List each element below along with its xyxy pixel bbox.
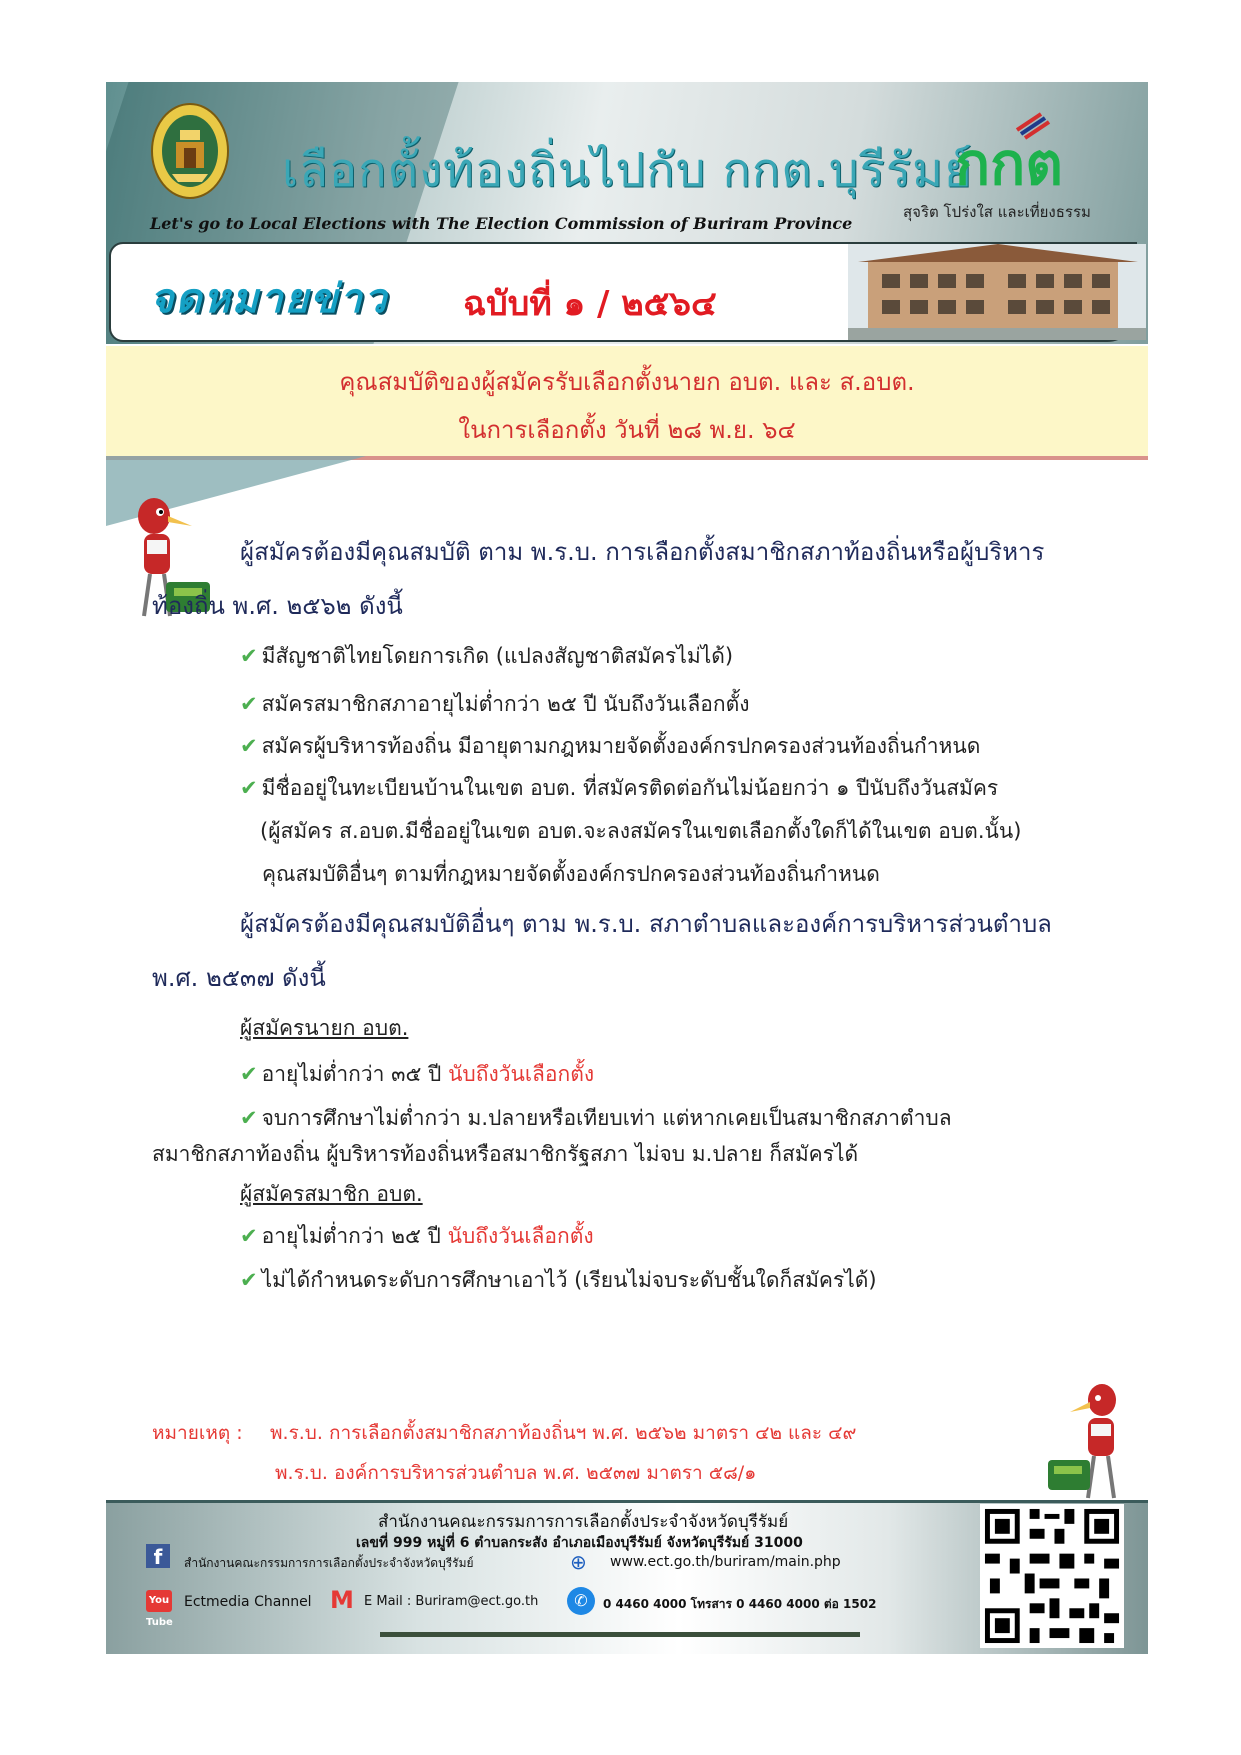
list-item: ✔ ไม่ได้กำหนดระดับการศึกษาเอาไว้ (เรียนไม่จบระดับชั้นใดก็สมัครได้) bbox=[240, 1268, 877, 1292]
footer-youtube[interactable]: Ectmedia Channel bbox=[184, 1594, 312, 1610]
ect-logo-icon bbox=[955, 112, 1085, 192]
list-item: ✔ สมัครผู้บริหารท้องถิ่น มีอายุตามกฎหมายจัดตั้งองค์กรปกครองส่วนท้องถิ่นกำหนด bbox=[240, 734, 981, 758]
check-mark-icon: ✔ bbox=[240, 1268, 258, 1292]
footer-underline bbox=[380, 1632, 860, 1637]
ect-motto: สุจริต โปร่งใส และเที่ยงธรรม bbox=[903, 203, 1091, 221]
ect-logo-text: กกต bbox=[955, 130, 1063, 192]
ect-buriram-seal-icon bbox=[150, 102, 230, 200]
ect-office-building bbox=[848, 244, 1146, 340]
phone-icon: ✆ bbox=[567, 1587, 595, 1615]
list-item: ✔ สมัครสมาชิกสภาอายุไม่ต่ำกว่า ๒๕ ปี นับถึงวันเลือกตั้ง bbox=[240, 692, 750, 716]
youtube-icon[interactable]: You Tube bbox=[146, 1590, 172, 1612]
intro-2-line-1: ผู้สมัครต้องมีคุณสมบัติอื่นๆ ตาม พ.ร.บ. สภาตำบลและองค์การบริหารส่วนตำบล bbox=[240, 910, 1052, 938]
list-item-cont: สมาชิกสภาท้องถิ่น ผู้บริหารท้องถิ่นหรือสมาชิกรัฐสภา ไม่จบ ม.ปลาย ก็สมัครได้ bbox=[152, 1142, 859, 1166]
member-heading: ผู้สมัครสมาชิก อบต. bbox=[240, 1182, 423, 1206]
list-item: ✔ อายุไม่ต่ำกว่า ๓๕ ปี นับถึงวันเลือกตั้ง bbox=[240, 1062, 595, 1086]
note-line-1: พ.ร.บ. การเลือกตั้งสมาชิกสภาท้องถิ่นฯ พ.ศ. ๒๕๖๒ มาตรา ๔๒ และ ๔๙ bbox=[270, 1422, 857, 1444]
check-mark-icon: ✔ bbox=[240, 1224, 258, 1248]
note-label: หมายเหตุ : bbox=[152, 1422, 243, 1444]
mail-icon: M bbox=[330, 1586, 354, 1614]
header-title-english: Let's go to Local Elections with The Election Commission of Buriram Province bbox=[150, 214, 853, 233]
check-mark-icon: ✔ bbox=[240, 644, 258, 668]
list-item-note: (ผู้สมัคร ส.อบต.มีชื่ออยู่ในเขต อบต.จะลงสมัครในเขตเลือกตั้งใดก็ได้ในเขต อบต.นั้น) bbox=[260, 819, 1022, 843]
bird-mascot-icon bbox=[1040, 1378, 1148, 1506]
check-mark-icon: ✔ bbox=[240, 1062, 258, 1086]
footer-email[interactable]: E Mail : Buriram@ect.go.th bbox=[364, 1594, 539, 1609]
check-mark-icon: ✔ bbox=[240, 734, 258, 758]
footer-website[interactable]: www.ect.go.th/buriram/main.php bbox=[610, 1554, 841, 1570]
list-item: ✔ มีชื่ออยู่ในทะเบียนบ้านในเขต อบต. ที่สมัครติดต่อกันไม่น้อยกว่า ๑ ปีนับถึงวันสมัคร bbox=[240, 776, 999, 800]
check-mark-icon: ✔ bbox=[240, 1106, 258, 1130]
check-mark-icon: ✔ bbox=[240, 776, 258, 800]
footer-address: เลขที่ 999 หมู่ที่ 6 ตำบลกระสัง อำเภอเมืองบุรีรัมย์ จังหวัดบุรีรัมย์ 31000 bbox=[356, 1535, 803, 1551]
intro-1-line-2: ท้องถิ่น พ.ศ. ๒๕๖๒ ดังนี้ bbox=[152, 592, 403, 620]
newsletter-label: จดหมายข่าว bbox=[150, 276, 389, 322]
list-item: ✔ อายุไม่ต่ำกว่า ๒๕ ปี นับถึงวันเลือกตั้ง bbox=[240, 1224, 594, 1248]
topic-line-2: ในการเลือกตั้ง วันที่ ๒๘ พ.ย. ๖๔ bbox=[458, 416, 796, 444]
footer-org: สำนักงานคณะกรรมการการเลือกตั้งประจำจังหวัดบุรีรัมย์ bbox=[378, 1512, 789, 1532]
facebook-icon[interactable]: f bbox=[146, 1544, 170, 1568]
header-title-thai: เลือกตั้งท้องถิ่นไปกับ กกต.บุรีรัมย์ bbox=[282, 143, 973, 198]
list-item-other: คุณสมบัติอื่นๆ ตามที่กฎหมายจัดตั้งองค์กรปกครองส่วนท้องถิ่นกำหนด bbox=[262, 862, 880, 886]
globe-icon: ⊕ bbox=[570, 1550, 587, 1574]
topic-line-1: คุณสมบัติของผู้สมัครรับเลือกตั้งนายก อบต. และ ส.อบต. bbox=[339, 368, 915, 396]
intro-1-line-1: ผู้สมัครต้องมีคุณสมบัติ ตาม พ.ร.บ. การเลือกตั้งสมาชิกสภาท้องถิ่นหรือผู้บริหาร bbox=[240, 538, 1045, 566]
list-item: ✔ จบการศึกษาไม่ต่ำกว่า ม.ปลายหรือเทียบเท่า แต่หากเคยเป็นสมาชิกสภาตำบล bbox=[240, 1106, 952, 1130]
list-item: ✔ มีสัญชาติไทยโดยการเกิด (แปลงสัญชาติสมัครไม่ได้) bbox=[240, 644, 734, 668]
footer-phone: 0 4460 4000 โทรสาร 0 4460 4000 ต่อ 1502 bbox=[603, 1597, 877, 1611]
intro-2-line-2: พ.ศ. ๒๕๓๗ ดังนี้ bbox=[152, 964, 326, 992]
issue-number: ฉบับที่ ๑ / ๒๕๖๔ bbox=[463, 284, 717, 324]
check-mark-icon: ✔ bbox=[240, 692, 258, 716]
note-line-2: พ.ร.บ. องค์การบริหารส่วนตำบล พ.ศ. ๒๕๓๗ มาตรา ๕๘/๑ bbox=[275, 1462, 757, 1484]
qr-code[interactable] bbox=[980, 1504, 1124, 1648]
mayor-heading: ผู้สมัครนายก อบต. bbox=[240, 1016, 409, 1040]
footer-divider bbox=[106, 1500, 1148, 1503]
footer-facebook[interactable]: สำนักงานคณะกรรมการการเลือกตั้งประจำจังหวัดบุรีรัมย์ bbox=[184, 1556, 474, 1570]
